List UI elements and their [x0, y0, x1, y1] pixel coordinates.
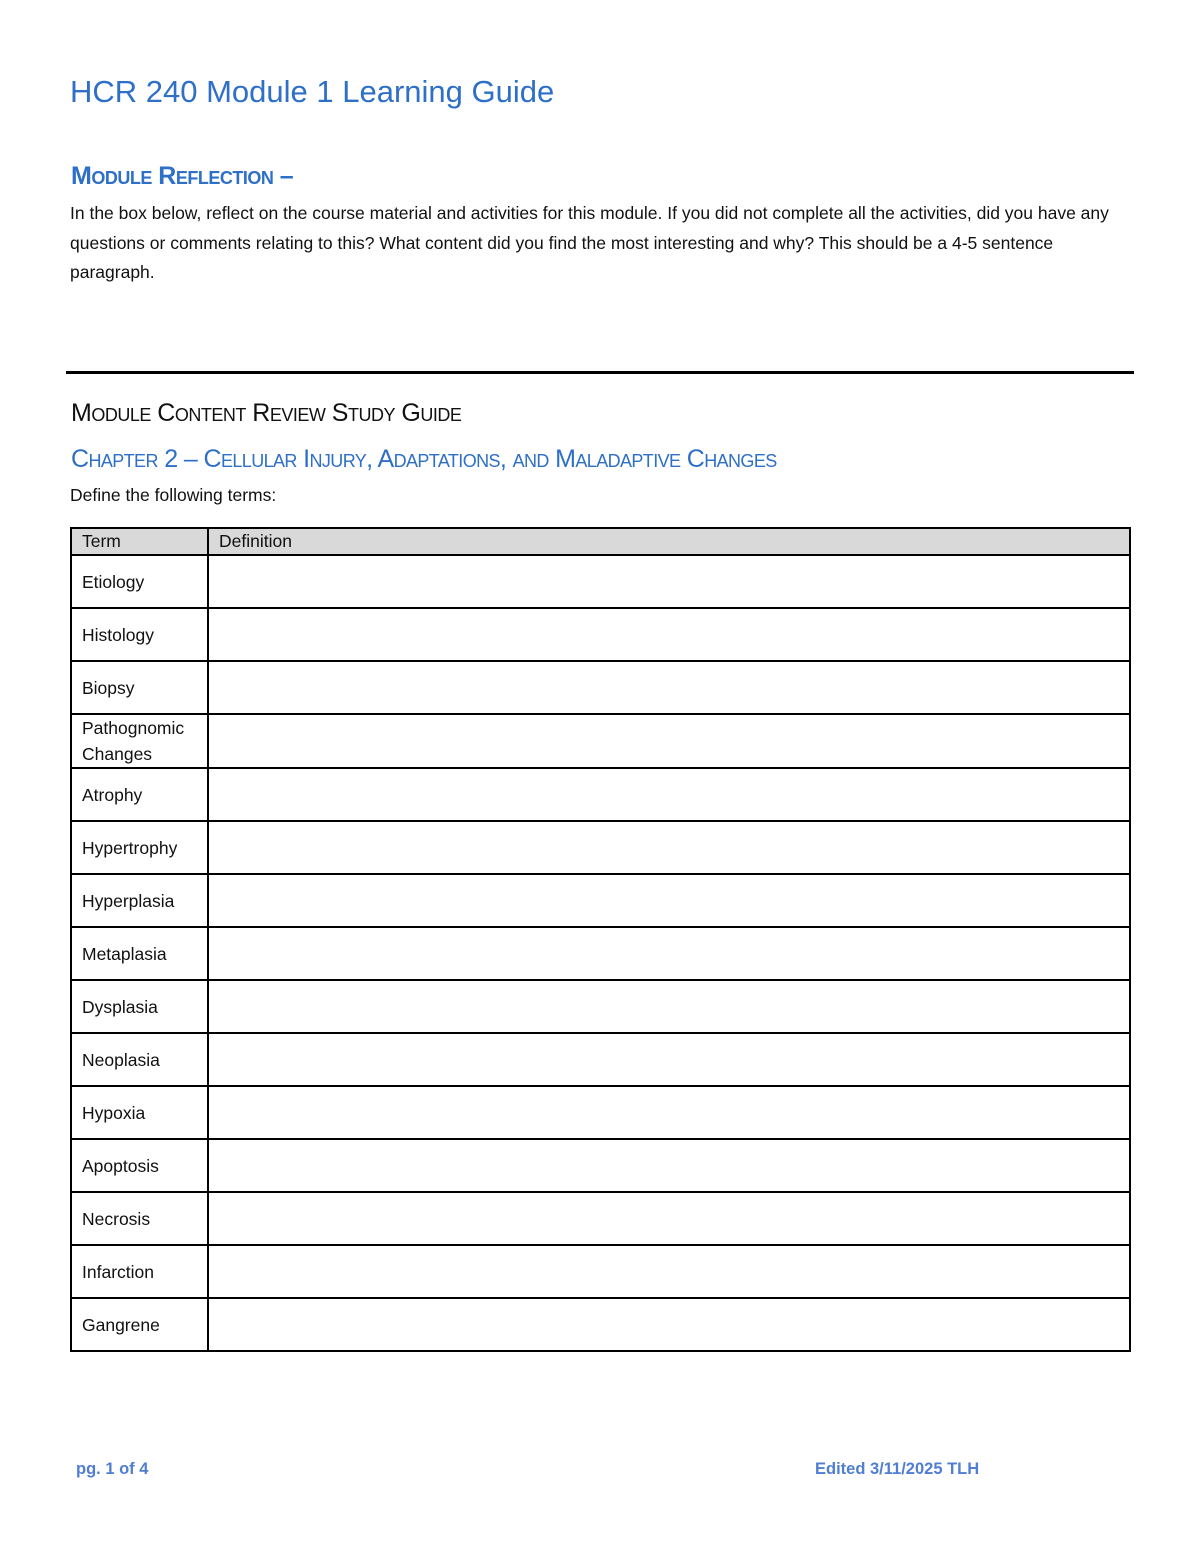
- term-cell: Infarction: [71, 1245, 208, 1298]
- define-terms-instruction: Define the following terms:: [70, 485, 277, 505]
- table-row: [71, 555, 1130, 608]
- definition-cell[interactable]: [208, 1139, 1130, 1192]
- definition-cell[interactable]: [208, 1192, 1130, 1245]
- term-cell: Apoptosis: [71, 1139, 208, 1192]
- table-row: [71, 1192, 1130, 1245]
- term-cell: Histology: [71, 608, 208, 661]
- definition-cell[interactable]: [208, 1086, 1130, 1139]
- term-cell: Gangrene: [71, 1298, 208, 1351]
- table-row: [71, 1139, 1130, 1192]
- definition-cell[interactable]: [208, 661, 1130, 714]
- definition-cell[interactable]: [208, 980, 1130, 1033]
- table-row: [71, 768, 1130, 821]
- table-row: [71, 1086, 1130, 1139]
- definition-cell[interactable]: [208, 1033, 1130, 1086]
- table-header-row: [71, 528, 1130, 555]
- reflection-instructions: In the box below, reflect on the course material and activities for this module. If you did not complete all the activities, did you have any questions or comments relating to this? What content did you find the most interesting and why? This should be a 4-5 sentence paragraph.: [70, 203, 1109, 282]
- document-title: HCR 240 Module 1 Learning Guide: [70, 74, 555, 109]
- definition-cell[interactable]: [208, 821, 1130, 874]
- table-row: [71, 1298, 1130, 1351]
- term-cell: Hypertrophy: [71, 821, 208, 874]
- terms-table: [70, 527, 1131, 1352]
- definition-cell[interactable]: [208, 927, 1130, 980]
- definition-cell[interactable]: [208, 1245, 1130, 1298]
- term-cell: Neoplasia: [71, 1033, 208, 1086]
- table-row: [71, 608, 1130, 661]
- table-row: [71, 1245, 1130, 1298]
- edited-stamp: Edited 3/11/2025 TLH: [815, 1460, 980, 1478]
- term-cell: Pathognomic Changes: [71, 714, 208, 768]
- definition-column-header: Definition: [208, 528, 1130, 555]
- term-cell: Biopsy: [71, 661, 208, 714]
- table-row: [71, 927, 1130, 980]
- term-cell: Atrophy: [71, 768, 208, 821]
- term-cell: Necrosis: [71, 1192, 208, 1245]
- table-row: [71, 821, 1130, 874]
- definition-cell[interactable]: [208, 714, 1130, 768]
- definition-cell[interactable]: [208, 555, 1130, 608]
- module-reflection-heading: Module Reflection –: [71, 162, 294, 190]
- term-cell: Etiology: [71, 555, 208, 608]
- table-row: [71, 874, 1130, 927]
- definition-cell[interactable]: [208, 608, 1130, 661]
- table-row: [71, 661, 1130, 714]
- content-review-heading: Module Content Review Study Guide: [71, 399, 462, 427]
- table-row: [71, 1033, 1130, 1086]
- term-cell: Hypoxia: [71, 1086, 208, 1139]
- page-number: pg. 1 of 4: [76, 1460, 149, 1478]
- term-column-header: Term: [71, 528, 208, 555]
- chapter-heading: Chapter 2 – Cellular Injury, Adaptations, and Maladaptive Changes: [71, 445, 777, 473]
- definition-cell[interactable]: [208, 874, 1130, 927]
- section-divider: [66, 371, 1134, 374]
- table-row: [71, 714, 1130, 768]
- term-cell: Hyperplasia: [71, 874, 208, 927]
- definition-cell[interactable]: [208, 768, 1130, 821]
- term-cell: Dysplasia: [71, 980, 208, 1033]
- term-cell: Metaplasia: [71, 927, 208, 980]
- definition-cell[interactable]: [208, 1298, 1130, 1351]
- table-row: [71, 980, 1130, 1033]
